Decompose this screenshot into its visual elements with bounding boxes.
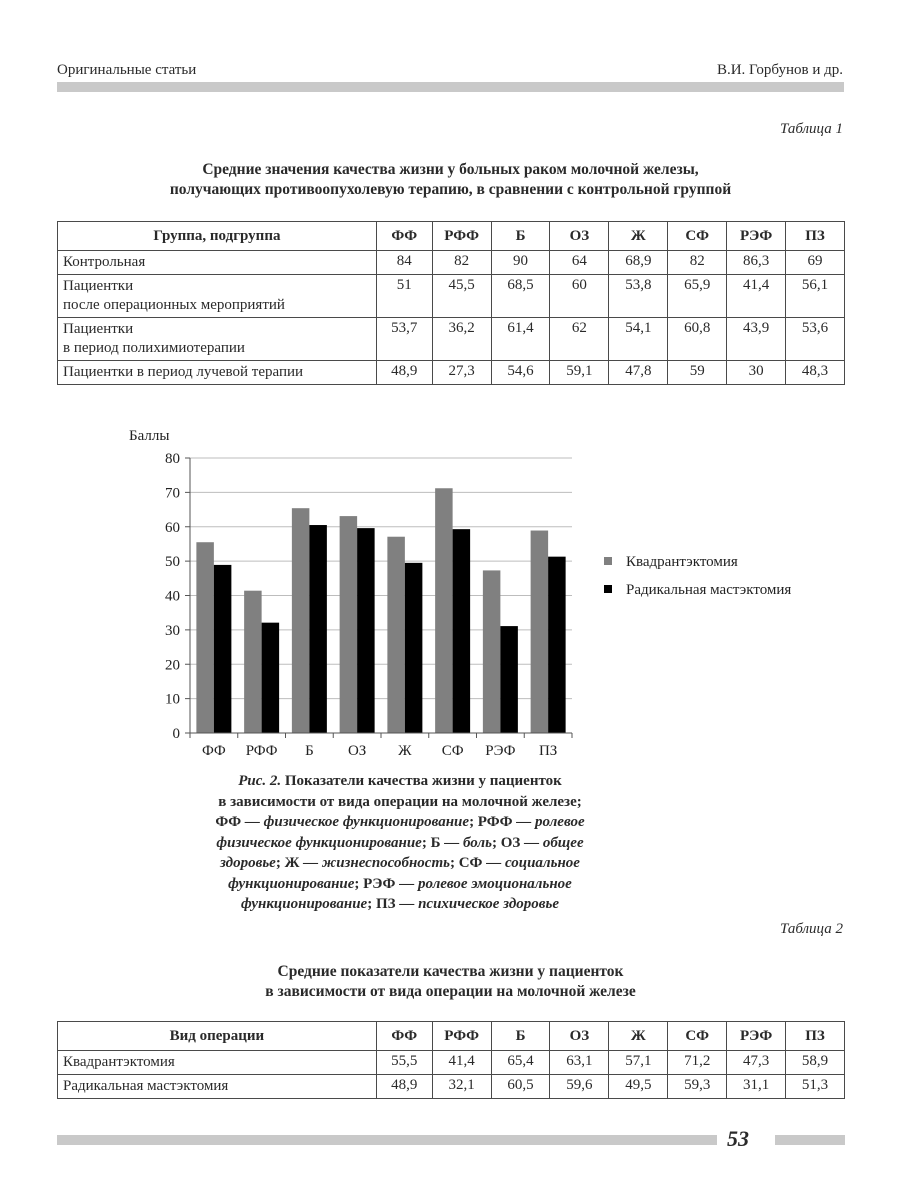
row-group-label	[58, 361, 377, 385]
figure-caption	[150, 771, 650, 915]
caption-abbr: ; Ж	[275, 855, 300, 871]
table-cell: 55,5	[376, 1051, 432, 1075]
table-row	[58, 318, 845, 361]
table-cell: 86,3	[727, 251, 786, 275]
table1-col-header: Ж	[609, 222, 668, 251]
table1	[57, 221, 845, 385]
table-cell: 62	[550, 318, 609, 361]
y-tick-label: 60	[165, 519, 180, 536]
legend-label: Квадрантэктомия	[626, 554, 738, 570]
table-cell: 63,1	[550, 1051, 609, 1075]
caption-def: физическое функционирование	[216, 834, 422, 851]
table-cell: 61,4	[491, 318, 550, 361]
footer-bar	[57, 1135, 717, 1145]
caption-def: — ролевое эмоциональное	[395, 875, 572, 892]
y-tick-label: 20	[165, 657, 180, 674]
caption-line-7	[150, 894, 650, 915]
table2	[57, 1021, 845, 1099]
table-cell: 71,2	[668, 1051, 727, 1075]
table-cell: 48,9	[376, 361, 432, 385]
caption-line-4	[150, 833, 650, 854]
bar-series1	[387, 537, 405, 733]
table-cell: 48,9	[376, 1075, 432, 1099]
table-cell: 60,5	[491, 1075, 550, 1099]
table2-col-header: ОЗ	[550, 1022, 609, 1051]
y-tick-label: 10	[165, 691, 180, 708]
caption-def: — психическое здоровье	[395, 896, 559, 912]
table2-col-header: Б	[491, 1022, 550, 1051]
caption-abbr: ; СФ	[449, 855, 483, 871]
table1-col-header: ФФ	[376, 222, 432, 251]
caption-abbr: ; Б	[421, 834, 441, 851]
caption-title-text: Показатели качества жизни у пациенток	[281, 773, 562, 789]
table-cell: 59,1	[550, 361, 609, 385]
table1-col-header: СФ	[668, 222, 727, 251]
table-cell: 59,6	[550, 1075, 609, 1099]
table1-col-header: ОЗ	[550, 222, 609, 251]
running-header-authors: В.И. Горбунов и др.	[716, 62, 843, 78]
table2-col-header: СФ	[668, 1022, 727, 1051]
row-group-label	[58, 251, 377, 275]
table-cell: 53,8	[609, 275, 668, 318]
table-cell: 51,3	[786, 1075, 845, 1099]
caption-line-1	[150, 771, 650, 792]
table1-col-header: Б	[491, 222, 550, 251]
table1-col-header: РФФ	[432, 222, 491, 251]
x-tick-label: Ж	[398, 743, 412, 759]
page-number: 53	[727, 1126, 749, 1151]
row-group-line1: Пациентки	[63, 278, 134, 294]
caption-abbr: ФФ	[215, 814, 242, 830]
caption-abbr: ; РФФ	[469, 814, 513, 830]
table-cell: 65,9	[668, 275, 727, 318]
caption-abbr: ; РЭФ	[354, 875, 396, 892]
row-group-line1: Пациентки в период лучевой терапии	[63, 364, 304, 380]
table-cell: 41,4	[727, 275, 786, 318]
table-cell: 32,1	[432, 1075, 491, 1099]
table-cell: 57,1	[609, 1051, 668, 1075]
table-cell: 68,5	[491, 275, 550, 318]
table-row	[58, 251, 845, 275]
table1-col-header: ПЗ	[786, 222, 845, 251]
table-cell: 58,9	[786, 1051, 845, 1075]
table1-title-line2: получающих противоопухолевую терапию, в сравнении с контрольной группой	[169, 181, 732, 198]
table-cell: 68,9	[609, 251, 668, 275]
bar-series2	[453, 529, 471, 733]
caption-def: — общее	[520, 834, 584, 851]
table-cell: 53,6	[786, 318, 845, 361]
caption-def: функционирование	[228, 875, 355, 892]
x-tick-label: ОЗ	[347, 743, 367, 759]
caption-def: — ролевое	[512, 814, 585, 830]
header-divider-bar	[57, 82, 844, 92]
caption-def: здоровье	[220, 855, 276, 871]
row-group-line1: Контрольная	[63, 254, 146, 270]
bar-series1	[196, 542, 214, 733]
table1-col-header: Группа, подгруппа	[58, 222, 377, 251]
caption-def: — физическое функционирование	[241, 814, 470, 830]
row-group-label	[58, 275, 377, 318]
bar-series1	[244, 591, 262, 733]
table2-col-header: РФФ	[432, 1022, 491, 1051]
table-cell: 48,3	[786, 361, 845, 385]
caption-line-3	[150, 812, 650, 833]
table-cell: 45,5	[432, 275, 491, 318]
bar-series2	[214, 565, 232, 733]
table2-col-header: ПЗ	[786, 1022, 845, 1051]
table-cell: 90	[491, 251, 550, 275]
table-cell: 59	[668, 361, 727, 385]
y-tick-label: 70	[165, 485, 180, 502]
table2-label: Таблица 2	[780, 921, 843, 937]
x-tick-label: ФФ	[202, 743, 226, 759]
table-cell: 56,1	[786, 275, 845, 318]
y-tick-label: 50	[165, 554, 180, 571]
x-tick-label: РЭФ	[485, 743, 516, 759]
caption-abbr: ; ОЗ	[491, 834, 521, 851]
table-cell: 47,3	[727, 1051, 786, 1075]
table-row	[58, 275, 845, 318]
bar-series1	[340, 516, 358, 733]
table-cell: 41,4	[432, 1051, 491, 1075]
y-tick-label: 80	[165, 451, 180, 467]
caption-def: — боль	[440, 834, 492, 851]
footer-bar-right	[775, 1135, 845, 1145]
table-cell: 36,2	[432, 318, 491, 361]
bar-series2	[548, 557, 566, 733]
table-row	[58, 361, 845, 385]
table-cell: 84	[376, 251, 432, 275]
table2-col-header: РЭФ	[727, 1022, 786, 1051]
table-cell: 69	[786, 251, 845, 275]
table-cell: 31,1	[727, 1075, 786, 1099]
bar-series1	[531, 531, 549, 733]
bar-chart	[120, 420, 860, 765]
legend-swatch	[604, 585, 612, 593]
table1-title-line1: Средние значения качества жизни у больных раком молочной железы,	[202, 161, 699, 178]
table-cell: 54,6	[491, 361, 550, 385]
x-tick-label: ПЗ	[538, 743, 558, 759]
bar-series2	[405, 563, 423, 733]
table2-title-line1: Средние показатели качества жизни у пациенток	[277, 963, 624, 980]
table-cell: 59,3	[668, 1075, 727, 1099]
row-group-line2: после операционных мероприятий	[63, 297, 285, 313]
table-row	[58, 1075, 845, 1099]
table2-title	[57, 962, 844, 1002]
row-group-line2: в период полихимиотерапии	[63, 340, 245, 356]
caption-line-5	[150, 853, 650, 874]
y-tick-label: 0	[172, 726, 180, 742]
table-cell: 43,9	[727, 318, 786, 361]
y-tick-label: 40	[165, 588, 180, 605]
table1-header-row	[58, 222, 845, 251]
row-group-label	[58, 318, 377, 361]
bar-series1	[483, 570, 501, 733]
table-cell: 82	[432, 251, 491, 275]
table2-title-line2: в зависимости от вида операции на молочной железе	[265, 983, 636, 1000]
table-cell: 60	[550, 275, 609, 318]
table-cell: 53,7	[376, 318, 432, 361]
bar-series2	[500, 626, 518, 733]
x-tick-label: РФФ	[245, 743, 278, 759]
bar-series2	[309, 525, 327, 733]
bar-series1	[292, 508, 310, 733]
caption-line-6	[150, 874, 650, 895]
x-tick-label: СФ	[441, 743, 464, 759]
table2-col-header: Вид операции	[58, 1022, 377, 1051]
caption-def: — социальное	[482, 855, 580, 871]
table-cell: 47,8	[609, 361, 668, 385]
caption-abbr: ; ПЗ	[367, 896, 396, 912]
table2-col-header: ФФ	[376, 1022, 432, 1051]
caption-def: — жизнеспособность	[299, 855, 450, 871]
table-cell: 30	[727, 361, 786, 385]
bar-series1	[435, 488, 453, 733]
table1-col-header: РЭФ	[727, 222, 786, 251]
bar-series2	[357, 528, 375, 733]
table-cell: 54,1	[609, 318, 668, 361]
table2-col-header: Ж	[609, 1022, 668, 1051]
row-group-label: Квадрантэктомия	[58, 1051, 377, 1075]
table-row	[58, 1051, 845, 1075]
x-tick-label: Б	[305, 743, 314, 759]
table1-title	[57, 160, 844, 200]
table-cell: 82	[668, 251, 727, 275]
legend-label: Радикальная мастэктомия	[626, 582, 792, 598]
row-group-label: Радикальная мастэктомия	[58, 1075, 377, 1099]
caption-line-2: в зависимости от вида операции на молочной железе;	[218, 793, 582, 810]
table-cell: 65,4	[491, 1051, 550, 1075]
table-cell: 49,5	[609, 1075, 668, 1099]
y-tick-label: 30	[165, 622, 180, 639]
caption-def: функционирование	[241, 896, 368, 912]
table2-header-row	[58, 1022, 845, 1051]
running-header-section: Оригинальные статьи	[57, 62, 197, 78]
bar-series2	[262, 623, 280, 733]
legend-swatch	[604, 557, 612, 565]
table-cell: 27,3	[432, 361, 491, 385]
table-cell: 60,8	[668, 318, 727, 361]
table-cell: 64	[550, 251, 609, 275]
row-group-line1: Пациентки	[63, 321, 134, 337]
table1-label: Таблица 1	[780, 121, 843, 137]
table-cell: 51	[376, 275, 432, 318]
caption-fig-label: Рис. 2.	[238, 773, 282, 789]
y-axis-title: Баллы	[129, 428, 170, 444]
